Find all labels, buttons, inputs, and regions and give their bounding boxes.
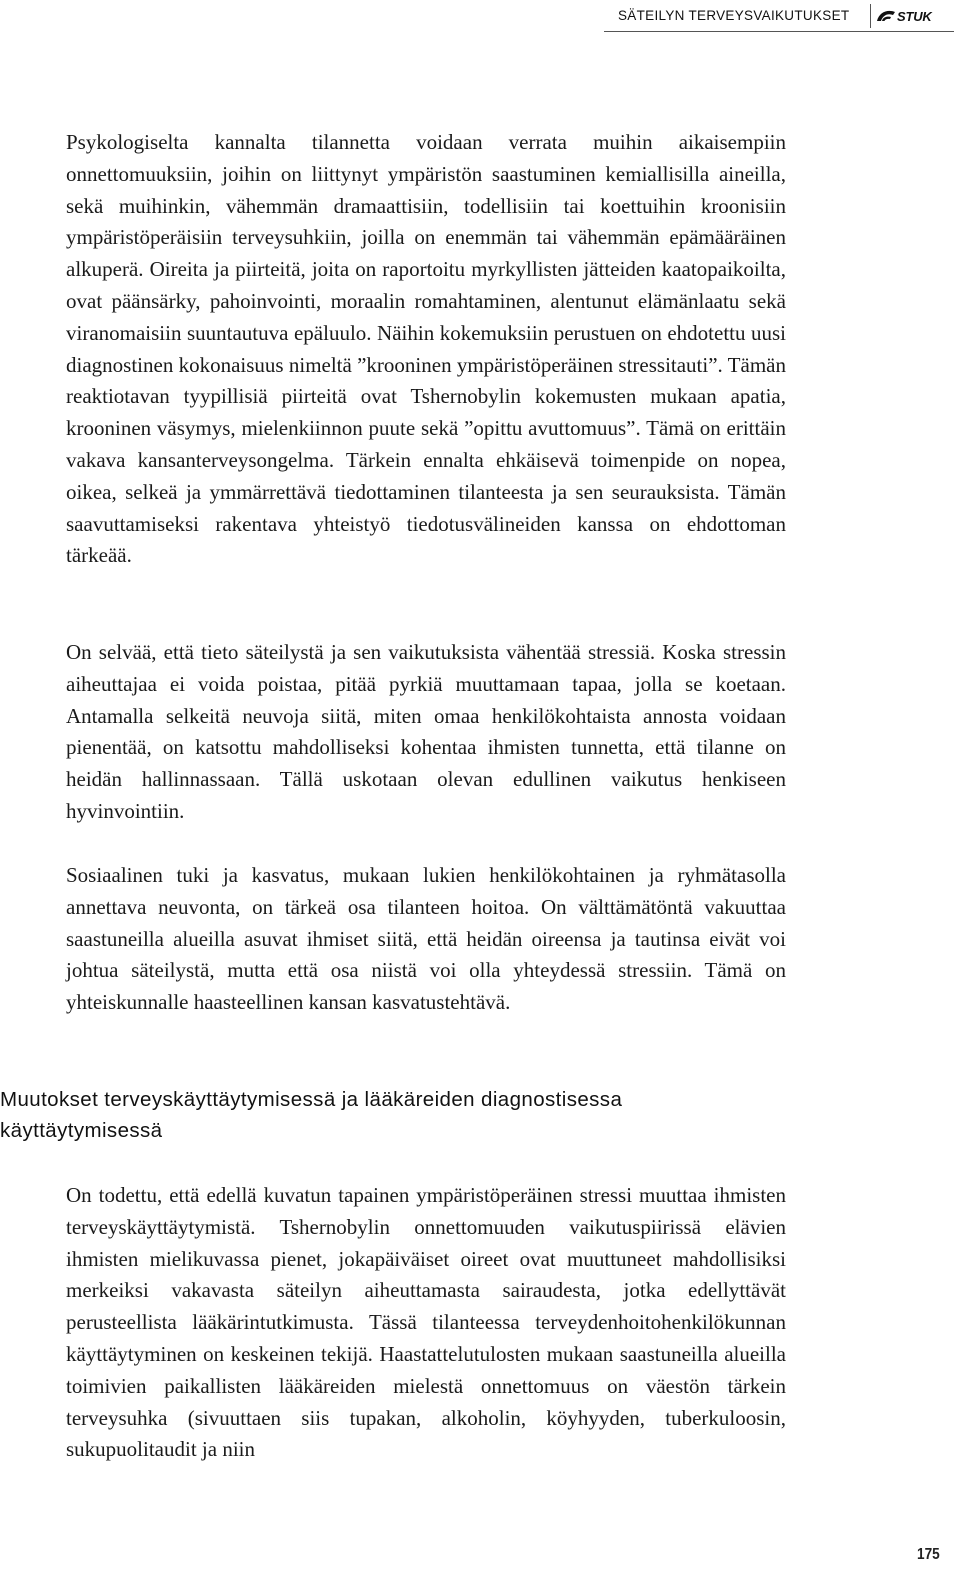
header-divider [870,4,871,28]
stuk-logo [876,7,932,25]
paragraph: Sosiaalinen tuki ja kasvatus, mukaan lukien henkilökohtainen ja ryhmätasolla annettava neuvonta, on tärkeä osa tilanteen hoitoa. On välttämätöntä vakuuttaa saastuneilla alueilla asuvat ihmiset siitä, että heidän oireensa ja tautinsa eivät voi johtua säteilystä, mutta että osa niistä voi olla yhteydessä stressiin. Tämä on yhteiskunnalle haasteellinen kansan kasvatustehtävä. [66,863,786,1015]
paragraph: Psykologiselta kannalta tilannetta voidaan verrata muihin aikaisempiin onnettomuuksiin, joihin on liittynyt ympäristön saastuminen kemiallisilla aineilla, sekä muihinkin, vähemmän dramaattisiin, todellisiin tai koettuihin kroonisiin ympäristöperäisiin terveysuhkiin, joilla on enemmän tai vähemmän epämääräinen alkuperä. Oireita ja piirteitä, joita on raportoitu myrkyllisten jätteiden kaatopaikoilta, ovat päänsärky, pahoinvointi, moraalin romahtaminen, alentunut elämänlaatu sekä viranomaisiin suuntautuva epäluulo. Näihin kokemuksiin perustuen on ehdotettu uusi diagnostinen kokonaisuus nimeltä ”krooninen ympäristöperäinen stressitauti”. Tämän reaktiotavan tyypillisiä piirteitä ovat Tshernobylin kokemusten mukaan apatia, krooninen väsymys, mielenkiinnon puute sekä ”opittu avuttomuus”. Tämä on erittäin vakava kansanterveysongelma. Tärkein ennalta ehkäisevä toimenpide on nopea, oikea, selkeä ja ymmärrettävä tiedottaminen tilanteesta ja sen seurauksista. Tämän saavuttamiseksi rakentava yhteistyö tiedotusvälineiden kanssa on ehdottoman tärkeää. [66,130,786,568]
logo-text: STUK [897,8,932,24]
section-paragraph: On todettu, että edellä kuvatun tapainen ympäristöperäinen stressi muuttaa ihmisten terveyskäyttäytymistä. Tshernobylin onnettomuuden vaikutuspiirissä elävien ihmisten mielikuvassa pienet, jokapäiväiset oireet ovat muuttuneet mahdollisiksi merkeiksi vakavasta säteilyn aiheuttamasta sairaudesta, jotka edellyttävät perusteellista lääkärintutkimusta. Tässä tilanteessa terveydenhoitohenkilökunnan käyttäytyminen on keskeinen tekijä. Haastattelutulosten mukaan saastuneilla alueilla toimivien paikallisten lääkäreiden mielestä onnettomuus on väestön tärkein terveysuhka (sivuuttaen siis tupakan, alkoholin, köyhyyden, tuberkuloosin, sukupuolitaudit ja niin [66,1183,786,1462]
page-number: 175 [917,1546,940,1563]
stuk-logo-icon [876,9,896,23]
section-heading: Muutokset terveyskäyttäytymisessä ja lääkäreiden diagnostisessa käyttäytymisessä [0,1088,623,1142]
page-header [604,0,954,32]
running-title: SÄTEILYN TERVEYSVAIKUTUKSET [618,8,850,23]
paragraph: On selvää, että tieto säteilystä ja sen vaikutuksista vähentää stressiä. Koska stressin aiheuttajaa ei voida poistaa, pitää pyrkiä muuttamaan tapaa, jolla se koetaan. Antamalla selkeitä neuvoja siitä, miten omaa henkilökohtaista annosta voidaan pienentää, on katsottu mahdolliseksi kohentaa ihmisten tunnetta, että tilanne on heidän hallinnassaan. Tällä uskotaan olevan edullinen vaikutus henkiseen hyvinvointiin. [66,640,786,823]
